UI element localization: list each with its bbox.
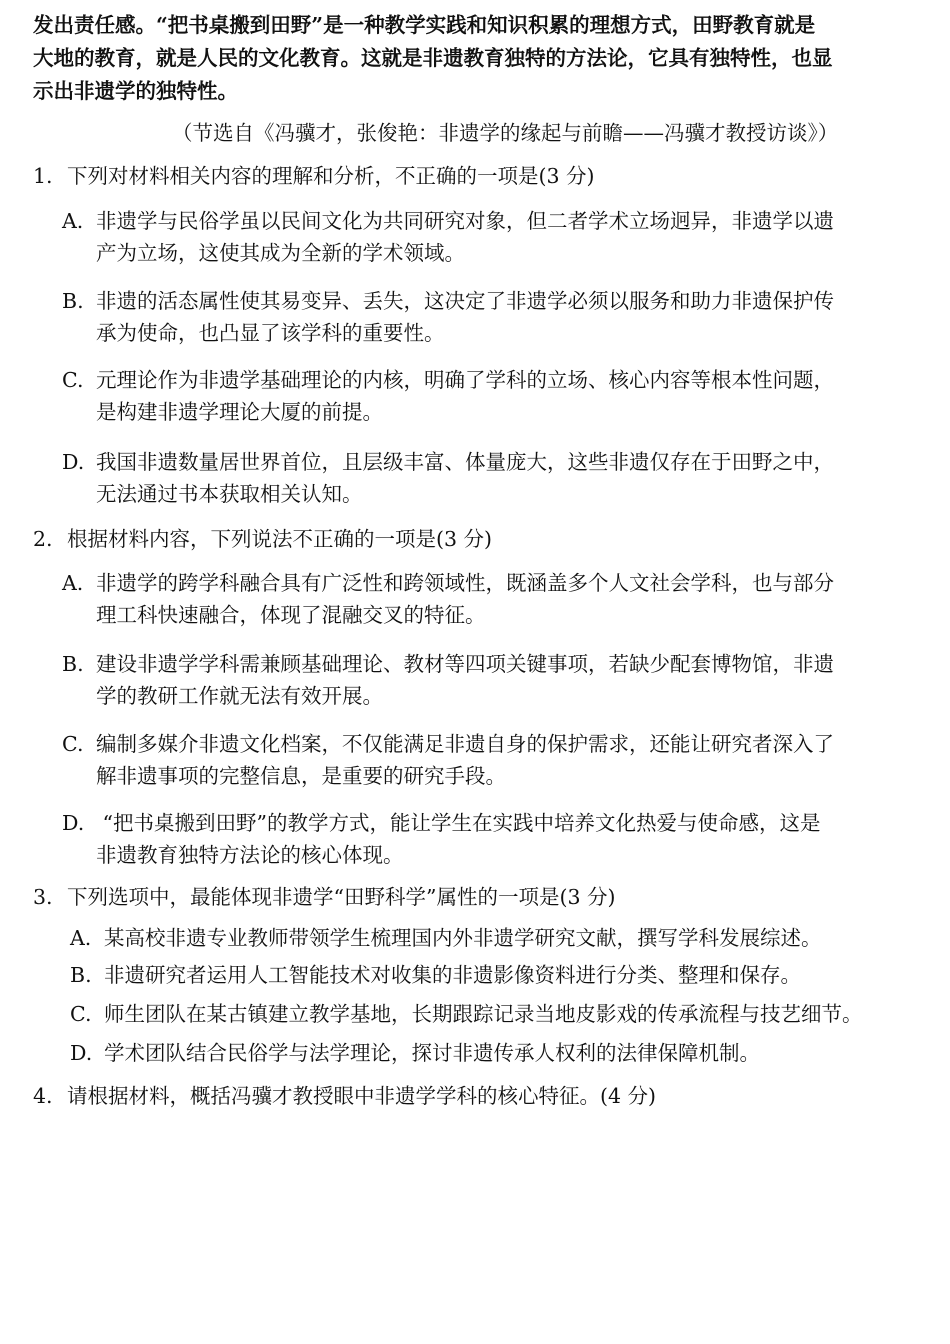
option-text: 非遗学的跨学科融合具有广泛性和跨领域性，既涵盖多个人文社会学科，也与部分 (96, 571, 834, 595)
question-text: 根据材料内容，下列说法不正确的一项是(3 分) (67, 527, 493, 551)
option-letter: A. (62, 571, 84, 595)
option-text: 编制多媒介非遗文化档案，不仅能满足非遗自身的保护需求，还能让研究者深入了 (96, 732, 834, 756)
question-number: 1. (33, 164, 53, 188)
passage-source: （节选自《冯骥才，张俊艳：非遗学的缘起与前瞻——冯骥才教授访谈》） (172, 121, 839, 145)
option-text: 建设非遗学学科需兼顾基础理论、教材等四项关键事项，若缺少配套博物馆，非遗 (96, 652, 834, 676)
q3-option-b (70, 962, 801, 988)
q1-option-d-cont: 无法通过书本获取相关认知。 (96, 482, 363, 506)
passage-line: 示出非遗学的独特性。 (33, 79, 238, 103)
option-letter: C. (62, 732, 84, 756)
option-letter: D. (70, 1041, 93, 1065)
passage-line: 发出责任感。“把书桌搬到田野”是一种教学实践和知识积累的理想方式，田野教育就是 (33, 13, 816, 37)
option-letter: B. (62, 652, 84, 676)
question-4-stem (33, 1083, 656, 1109)
option-letter: B. (70, 963, 92, 987)
option-letter: D. (62, 450, 85, 474)
option-letter: A. (70, 926, 92, 950)
q2-option-d-cont: 非遗教育独特方法论的核心体现。 (96, 843, 404, 867)
q3-option-c (70, 1001, 863, 1027)
option-text: 元理论作为非遗学基础理论的内核，明确了学科的立场、核心内容等根本性问题， (96, 368, 834, 392)
question-text: 下列对材料相关内容的理解和分析，不正确的一项是(3 分) (67, 164, 595, 188)
question-3-stem (33, 884, 616, 910)
q1-option-b-cont: 承为使命，也凸显了该学科的重要性。 (96, 321, 445, 345)
option-text: 非遗学与民俗学虽以民间文化为共同研究对象，但二者学术立场迥异，非遗学以遗 (96, 209, 834, 233)
q3-option-d (70, 1040, 760, 1066)
q2-option-b (62, 651, 834, 677)
option-text: 非遗的活态属性使其易变异、丢失，这决定了非遗学必须以服务和助力非遗保护传 (96, 289, 834, 313)
option-text: 师生团队在某古镇建立教学基地，长期跟踪记录当地皮影戏的传承流程与技艺细节。 (104, 1002, 863, 1026)
question-number: 2. (33, 527, 53, 551)
question-number: 4. (33, 1084, 53, 1108)
question-text: 请根据材料，概括冯骥才教授眼中非遗学学科的核心特征。(4 分) (67, 1084, 657, 1108)
q2-option-c (62, 731, 834, 757)
passage-line: 大地的教育，就是人民的文化教育。这就是非遗教育独特的方法论，它具有独特性，也显 (33, 46, 833, 70)
question-text: 下列选项中，最能体现非遗学“田野科学”属性的一项是(3 分) (67, 885, 616, 909)
q2-option-a-cont: 理工科快速融合，体现了混融交叉的特征。 (96, 603, 486, 627)
q1-option-a (62, 208, 834, 234)
q1-option-d (62, 449, 834, 475)
option-letter: C. (70, 1002, 92, 1026)
q2-option-b-cont: 学的教研工作就无法有效开展。 (96, 684, 383, 708)
option-letter: D. (62, 811, 85, 835)
option-text: 某高校非遗专业教师带领学生梳理国内外非遗学研究文献，撰写学科发展综述。 (104, 926, 822, 950)
q1-option-c (62, 367, 834, 393)
question-2-stem (33, 526, 492, 552)
q2-option-a (62, 570, 834, 596)
q3-option-a (70, 925, 822, 951)
option-text: 学术团队结合民俗学与法学理论，探讨非遗传承人权利的法律保障机制。 (104, 1041, 760, 1065)
question-number: 3. (33, 885, 53, 909)
option-letter: A. (62, 209, 84, 233)
option-text: 非遗研究者运用人工智能技术对收集的非遗影像资料进行分类、整理和保存。 (104, 963, 801, 987)
question-1-stem (33, 163, 595, 189)
option-text: “把书桌搬到田野”的教学方式，能让学生在实践中培养文化热爱与使命感，这是 (96, 811, 821, 835)
q1-option-c-cont: 是构建非遗学理论大厦的前提。 (96, 400, 383, 424)
q2-option-c-cont: 解非遗事项的完整信息，是重要的研究手段。 (96, 764, 506, 788)
q1-option-b (62, 288, 834, 314)
option-letter: B. (62, 289, 84, 313)
option-letter: C. (62, 368, 84, 392)
q2-option-d (62, 810, 820, 836)
option-text: 我国非遗数量居世界首位，且层级丰富、体量庞大，这些非遗仅存在于田野之中， (96, 450, 834, 474)
q1-option-a-cont: 产为立场，这使其成为全新的学术领域。 (96, 241, 465, 265)
